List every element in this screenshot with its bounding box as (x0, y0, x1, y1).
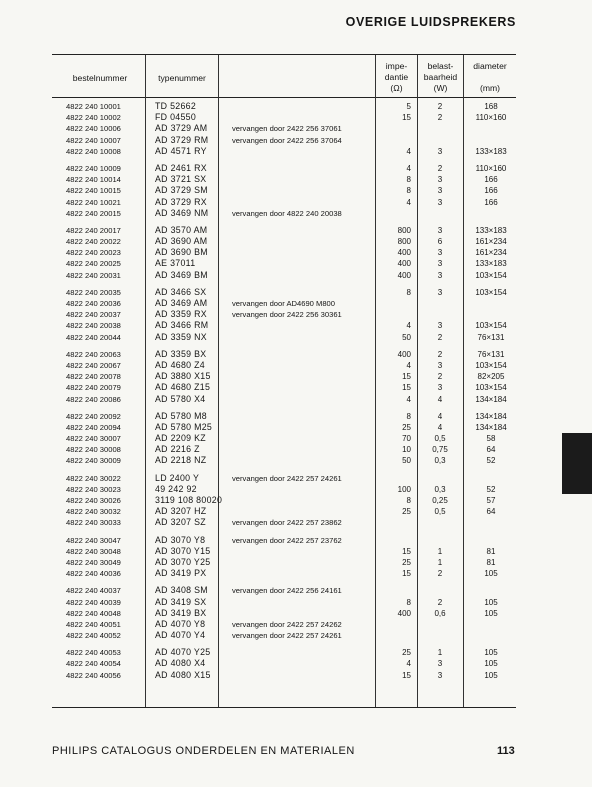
table-row (0, 197, 592, 208)
typenummer-cell: LD 2400 Y (155, 472, 200, 483)
typenummer-cell: AD 3070 Y15 (155, 545, 211, 556)
load-capacity-cell: 2 (437, 102, 443, 111)
bestelnummer-cell: 4822 240 20078 (66, 372, 121, 382)
load-capacity-cell: 0,75 (432, 445, 448, 455)
typenummer-cell: FD 04550 (155, 112, 197, 123)
typenummer-cell: AD 2218 NZ (155, 455, 207, 466)
load-capacity-cell: 3 (437, 248, 443, 258)
typenummer-cell: AD 3466 SX (155, 286, 207, 297)
table-row-group (0, 287, 592, 343)
table-row (0, 371, 592, 382)
load-capacity-cell: 1 (437, 648, 443, 658)
diameter-cell: 103×154 (475, 383, 507, 393)
load-capacity-cell: 6 (437, 237, 443, 247)
bestelnummer-cell: 4822 240 40051 (66, 619, 121, 629)
diameter-cell: 103×154 (475, 287, 507, 297)
diameter-cell: 166 (484, 186, 498, 196)
table-row (0, 349, 592, 360)
impedance-cell: 800 (397, 225, 411, 235)
load-capacity-cell: 2 (437, 372, 443, 382)
replacement-note: vervangen door AD4690 M800 (232, 299, 336, 308)
table-row (0, 670, 592, 681)
table-row (0, 517, 592, 528)
impedance-cell: 8 (406, 175, 411, 185)
diameter-cell: 58 (486, 434, 496, 444)
bestelnummer-cell: 4822 240 40056 (66, 670, 121, 680)
typenummer-cell: AD 3359 NX (155, 331, 207, 342)
thumb-index-tab (562, 433, 592, 494)
load-capacity-cell: 4 (437, 394, 443, 404)
impedance-cell: 400 (397, 608, 411, 618)
typenummer-cell: AD 3408 SM (155, 585, 208, 596)
typenummer-cell: AD 3207 SZ (155, 517, 206, 528)
typenummer-cell: AD 3207 HZ (155, 506, 207, 517)
typenummer-cell: AD 4080 X15 (155, 669, 211, 680)
bestelnummer-cell: 4822 240 20067 (66, 360, 121, 370)
load-capacity-cell: 0,5 (434, 507, 446, 517)
impedance-cell: 400 (397, 270, 411, 280)
bestelnummer-cell: 4822 240 20092 (66, 411, 121, 421)
impedance-cell: 10 (402, 445, 411, 455)
impedance-cell: 400 (397, 259, 411, 269)
bestelnummer-cell: 4822 240 40054 (66, 659, 121, 669)
diameter-cell: 133×183 (475, 225, 507, 235)
impedance-cell: 15 (402, 546, 411, 556)
bestelnummer-cell: 4822 240 40036 (66, 569, 121, 579)
parts-table-body (0, 101, 592, 687)
table-row-group (0, 411, 592, 467)
impedance-cell: 8 (406, 287, 411, 297)
table-row (0, 382, 592, 393)
impedance-cell: 8 (406, 186, 411, 196)
diameter-cell: 161×234 (475, 248, 507, 258)
load-capacity-cell: 3 (437, 270, 443, 280)
impedance-cell: 25 (402, 507, 411, 517)
table-row (0, 270, 592, 281)
impedance-cell: 8 (406, 496, 411, 505)
table-row (0, 455, 592, 466)
typenummer-cell: AD 3880 X15 (155, 371, 211, 382)
table-row (0, 287, 592, 298)
load-capacity-cell: 3 (437, 659, 443, 669)
typenummer-cell: AD 3690 AM (155, 236, 208, 247)
typenummer-cell: AD 3570 AM (155, 224, 208, 235)
table-row-group (0, 585, 592, 641)
load-capacity-cell: 2 (437, 113, 443, 123)
replacement-note: vervangen door 2422 257 23862 (232, 518, 342, 528)
load-capacity-cell: 0,6 (434, 608, 446, 618)
typenummer-cell: AD 5780 M8 (155, 410, 207, 421)
bestelnummer-cell: 4822 240 10009 (66, 163, 121, 173)
typenummer-cell: 49 242 92 (155, 483, 197, 494)
bestelnummer-cell: 4822 240 40037 (66, 586, 121, 596)
impedance-cell: 800 (397, 237, 411, 247)
load-capacity-cell: 2 (437, 332, 443, 342)
impedance-cell: 4 (406, 197, 411, 207)
table-row (0, 585, 592, 596)
diameter-cell: 110×160 (475, 163, 507, 173)
bestelnummer-cell: 4822 240 30022 (66, 473, 121, 483)
typenummer-cell: AD 4680 Z4 (155, 359, 205, 370)
diameter-cell: 105 (484, 659, 498, 669)
table-row (0, 658, 592, 669)
load-capacity-cell: 3 (437, 670, 443, 680)
bestelnummer-cell: 4822 240 30008 (66, 445, 121, 455)
bestelnummer-cell: 4822 240 20094 (66, 422, 121, 432)
bestelnummer-cell: 4822 240 30026 (66, 496, 121, 505)
bestelnummer-cell: 4822 240 30048 (66, 546, 121, 556)
diameter-cell: 57 (486, 496, 496, 505)
diameter-cell: 52 (486, 456, 496, 466)
impedance-cell: 400 (397, 349, 411, 359)
table-row-group (0, 473, 592, 529)
table-row (0, 608, 592, 619)
bestelnummer-cell: 4822 240 10015 (66, 186, 121, 196)
load-capacity-cell: 1 (437, 557, 443, 567)
diameter-cell: 64 (486, 507, 496, 517)
diameter-cell: 105 (484, 569, 498, 579)
table-row (0, 258, 592, 269)
table-row (0, 174, 592, 185)
replacement-note: vervangen door 2422 256 30361 (232, 310, 342, 320)
bestelnummer-cell: 4822 240 20063 (66, 349, 121, 359)
table-row (0, 185, 592, 196)
impedance-cell: 50 (402, 332, 411, 342)
diameter-cell: 103×154 (475, 270, 507, 280)
impedance-cell: 15 (402, 113, 411, 123)
replacement-note: vervangen door 4822 240 20038 (232, 208, 342, 218)
table-bottom-rule (52, 707, 516, 708)
load-capacity-cell: 3 (437, 360, 443, 370)
load-capacity-cell: 0,3 (434, 456, 446, 466)
table-row (0, 647, 592, 658)
bestelnummer-cell: 4822 240 20015 (66, 208, 121, 218)
diameter-cell: 105 (484, 670, 498, 680)
header-diameter: diameter (mm) (473, 61, 507, 94)
bestelnummer-cell: 4822 240 20044 (66, 332, 121, 342)
typenummer-cell: AD 5780 X4 (155, 393, 206, 404)
replacement-note: vervangen door 2422 256 24161 (232, 586, 342, 596)
load-capacity-cell: 0,3 (434, 484, 446, 494)
bestelnummer-cell: 4822 240 30032 (66, 507, 121, 517)
diameter-cell: 52 (486, 484, 496, 494)
table-top-rule (52, 54, 516, 55)
load-capacity-cell: 4 (437, 411, 443, 421)
diameter-cell: 103×154 (475, 321, 507, 331)
diameter-cell: 133×183 (475, 146, 507, 156)
typenummer-cell: AD 3070 Y25 (155, 556, 211, 567)
bestelnummer-cell: 4822 240 10021 (66, 197, 121, 207)
table-row (0, 208, 592, 219)
impedance-cell: 4 (406, 360, 411, 370)
impedance-cell: 5 (406, 102, 411, 111)
typenummer-cell: AD 4571 RY (155, 145, 207, 156)
bestelnummer-cell: 4822 240 20035 (66, 287, 121, 297)
impedance-cell: 4 (406, 321, 411, 331)
impedance-cell: 15 (402, 670, 411, 680)
typenummer-cell: AD 3466 RM (155, 320, 209, 331)
typenummer-cell: AD 4080 X4 (155, 658, 206, 669)
typenummer-cell: AD 3359 BX (155, 348, 207, 359)
load-capacity-cell: 3 (437, 146, 443, 156)
bestelnummer-cell: 4822 240 30047 (66, 535, 121, 545)
bestelnummer-cell: 4822 240 20023 (66, 248, 121, 258)
bestelnummer-cell: 4822 240 20031 (66, 270, 121, 280)
load-capacity-cell: 3 (437, 186, 443, 196)
load-capacity-cell: 2 (437, 569, 443, 579)
replacement-note: vervangen door 2422 256 37064 (232, 135, 342, 145)
impedance-cell: 15 (402, 569, 411, 579)
diameter-cell: 81 (486, 557, 496, 567)
load-capacity-cell: 3 (437, 287, 443, 297)
load-capacity-cell: 3 (437, 225, 443, 235)
bestelnummer-cell: 4822 240 10014 (66, 175, 121, 185)
impedance-cell: 4 (406, 394, 411, 404)
typenummer-cell: TD 52662 (155, 101, 197, 111)
table-row (0, 225, 592, 236)
table-row (0, 444, 592, 455)
diameter-cell: 82×205 (477, 372, 505, 382)
table-row (0, 557, 592, 568)
header-bottom-rule (52, 97, 516, 98)
typenummer-cell: AD 4070 Y25 (155, 647, 211, 658)
diameter-cell: 110×160 (475, 113, 507, 123)
diameter-cell: 161×234 (475, 237, 507, 247)
impedance-cell: 8 (406, 597, 411, 607)
table-row-group (0, 535, 592, 580)
impedance-cell: 15 (402, 372, 411, 382)
table-row (0, 568, 592, 579)
load-capacity-cell: 3 (437, 197, 443, 207)
bestelnummer-cell: 4822 240 10007 (66, 135, 121, 145)
header-belastbaarheid: belast- baarheid (W) (423, 61, 458, 94)
table-row (0, 546, 592, 557)
table-row (0, 332, 592, 343)
impedance-cell: 100 (397, 484, 411, 494)
bestelnummer-cell: 4822 240 40048 (66, 608, 121, 618)
load-capacity-cell: 3 (437, 259, 443, 269)
bestelnummer-cell: 4822 240 10001 (66, 102, 121, 111)
impedance-cell: 25 (402, 422, 411, 432)
diameter-cell: 134×184 (475, 411, 507, 421)
diameter-cell: 103×154 (475, 360, 507, 370)
typenummer-cell: AD 2461 RX (155, 162, 207, 173)
diameter-cell: 166 (484, 197, 498, 207)
diameter-cell: 134×184 (475, 422, 507, 432)
table-row (0, 309, 592, 320)
typenummer-cell: AD 4070 Y4 (155, 630, 206, 641)
table-row (0, 112, 592, 123)
typenummer-cell: AD 3729 RM (155, 134, 209, 145)
load-capacity-cell: 2 (437, 163, 443, 173)
page-number: 113 (497, 745, 515, 757)
table-row-group (0, 101, 592, 157)
impedance-cell: 400 (397, 248, 411, 258)
typenummer-cell: AD 3469 BM (155, 269, 208, 280)
bestelnummer-cell: 4822 240 20079 (66, 383, 121, 393)
typenummer-cell: AD 5780 M25 (155, 421, 213, 432)
table-row (0, 236, 592, 247)
typenummer-cell: AD 3419 BX (155, 607, 207, 618)
table-row (0, 597, 592, 608)
table-row (0, 163, 592, 174)
typenummer-cell: AD 3469 AM (155, 298, 208, 308)
replacement-note: vervangen door 2422 257 23762 (232, 535, 342, 545)
replacement-note: vervangen door 2422 256 37061 (232, 124, 342, 134)
replacement-note: vervangen door 2422 257 24262 (232, 619, 342, 629)
impedance-cell: 4 (406, 659, 411, 669)
impedance-cell: 25 (402, 557, 411, 567)
header-impedantie: impe- dantie (Ω) (384, 61, 409, 94)
bestelnummer-cell: 4822 240 10006 (66, 124, 121, 134)
bestelnummer-cell: 4822 240 30033 (66, 518, 121, 528)
table-row (0, 320, 592, 331)
load-capacity-cell: 3 (437, 321, 443, 331)
load-capacity-cell: 0,5 (434, 434, 446, 444)
table-row (0, 433, 592, 444)
table-row (0, 630, 592, 641)
bestelnummer-cell: 4822 240 20037 (66, 310, 121, 320)
diameter-cell: 76×131 (477, 332, 505, 342)
load-capacity-cell: 3 (437, 383, 443, 393)
diameter-cell: 64 (486, 445, 496, 455)
impedance-cell: 70 (402, 434, 411, 444)
table-row (0, 135, 592, 146)
diameter-cell: 105 (484, 648, 498, 658)
bestelnummer-cell: 4822 240 30049 (66, 557, 121, 567)
impedance-cell: 15 (402, 383, 411, 393)
bestelnummer-cell: 4822 240 20022 (66, 237, 121, 247)
typenummer-cell: AD 2216 Z (155, 444, 200, 455)
table-row (0, 535, 592, 546)
diameter-cell: 166 (484, 175, 498, 185)
table-row (0, 473, 592, 484)
replacement-note: vervangen door 2422 257 24261 (232, 631, 342, 641)
typenummer-cell: 3119 108 80020 (155, 495, 223, 505)
typenummer-cell: AD 3359 RX (155, 309, 207, 320)
bestelnummer-cell: 4822 240 20038 (66, 321, 121, 331)
load-capacity-cell: 2 (437, 349, 443, 359)
impedance-cell: 4 (406, 163, 411, 173)
impedance-cell: 50 (402, 456, 411, 466)
bestelnummer-cell: 4822 240 20025 (66, 259, 121, 269)
typenummer-cell: AD 3729 AM (155, 123, 208, 134)
table-row (0, 123, 592, 134)
bestelnummer-cell: 4822 240 30009 (66, 456, 121, 466)
load-capacity-cell: 3 (437, 175, 443, 185)
typenummer-cell: AD 3721 SX (155, 174, 207, 185)
impedance-cell: 8 (406, 411, 411, 421)
bestelnummer-cell: 4822 240 40052 (66, 631, 121, 641)
load-capacity-cell: 1 (437, 546, 443, 556)
diameter-cell: 81 (486, 546, 496, 556)
table-row (0, 360, 592, 371)
table-row (0, 506, 592, 517)
page-title: OVERIGE LUIDSPREKERS (345, 15, 516, 29)
catalog-footer: PHILIPS CATALOGUS ONDERDELEN EN MATERIALEN (52, 745, 355, 757)
bestelnummer-cell: 4822 240 30007 (66, 434, 121, 444)
load-capacity-cell: 4 (437, 422, 443, 432)
bestelnummer-cell: 4822 240 10002 (66, 113, 121, 123)
bestelnummer-cell: 4822 240 20086 (66, 394, 121, 404)
table-row-group (0, 349, 592, 405)
typenummer-cell: AD 4680 Z15 (155, 382, 211, 393)
typenummer-cell: AD 3690 BM (155, 247, 208, 258)
typenummer-cell: AD 3419 SX (155, 596, 207, 607)
table-row-group (0, 163, 592, 219)
typenummer-cell: AD 3469 NM (155, 207, 209, 218)
typenummer-cell: AD 4070 Y8 (155, 618, 206, 629)
table-row (0, 411, 592, 422)
header-typenummer: typenummer (158, 73, 206, 83)
diameter-cell: 168 (484, 102, 498, 111)
typenummer-cell: AD 3729 SM (155, 185, 208, 196)
table-row-group (0, 225, 592, 281)
impedance-cell: 4 (406, 146, 411, 156)
table-row (0, 495, 592, 506)
bestelnummer-cell: 4822 240 40053 (66, 648, 121, 658)
diameter-cell: 105 (484, 608, 498, 618)
replacement-note: vervangen door 2422 257 24261 (232, 473, 342, 483)
bestelnummer-cell: 4822 240 30023 (66, 484, 121, 494)
table-row-group (0, 647, 592, 681)
typenummer-cell: AD 3419 PX (155, 568, 207, 579)
table-row (0, 422, 592, 433)
diameter-cell: 133×183 (475, 259, 507, 269)
bestelnummer-cell: 4822 240 20017 (66, 225, 121, 235)
header-bestelnummer: bestelnummer (72, 73, 128, 83)
table-row (0, 619, 592, 630)
table-row (0, 484, 592, 495)
bestelnummer-cell: 4822 240 20036 (66, 299, 121, 308)
diameter-cell: 134×184 (475, 394, 507, 404)
typenummer-cell: AD 3729 RX (155, 196, 207, 207)
load-capacity-cell: 0,25 (432, 496, 448, 505)
typenummer-cell: AD 3070 Y8 (155, 534, 206, 545)
bestelnummer-cell: 4822 240 40039 (66, 597, 121, 607)
table-row (0, 247, 592, 258)
load-capacity-cell: 2 (437, 597, 443, 607)
table-row (0, 146, 592, 157)
impedance-cell: 25 (402, 648, 411, 658)
diameter-cell: 105 (484, 597, 498, 607)
diameter-cell: 76×131 (477, 349, 505, 359)
table-row (0, 101, 592, 112)
table-row (0, 298, 592, 309)
typenummer-cell: AE 37011 (155, 258, 196, 269)
typenummer-cell: AD 2209 KZ (155, 433, 206, 444)
table-row (0, 394, 592, 405)
bestelnummer-cell: 4822 240 10008 (66, 146, 121, 156)
